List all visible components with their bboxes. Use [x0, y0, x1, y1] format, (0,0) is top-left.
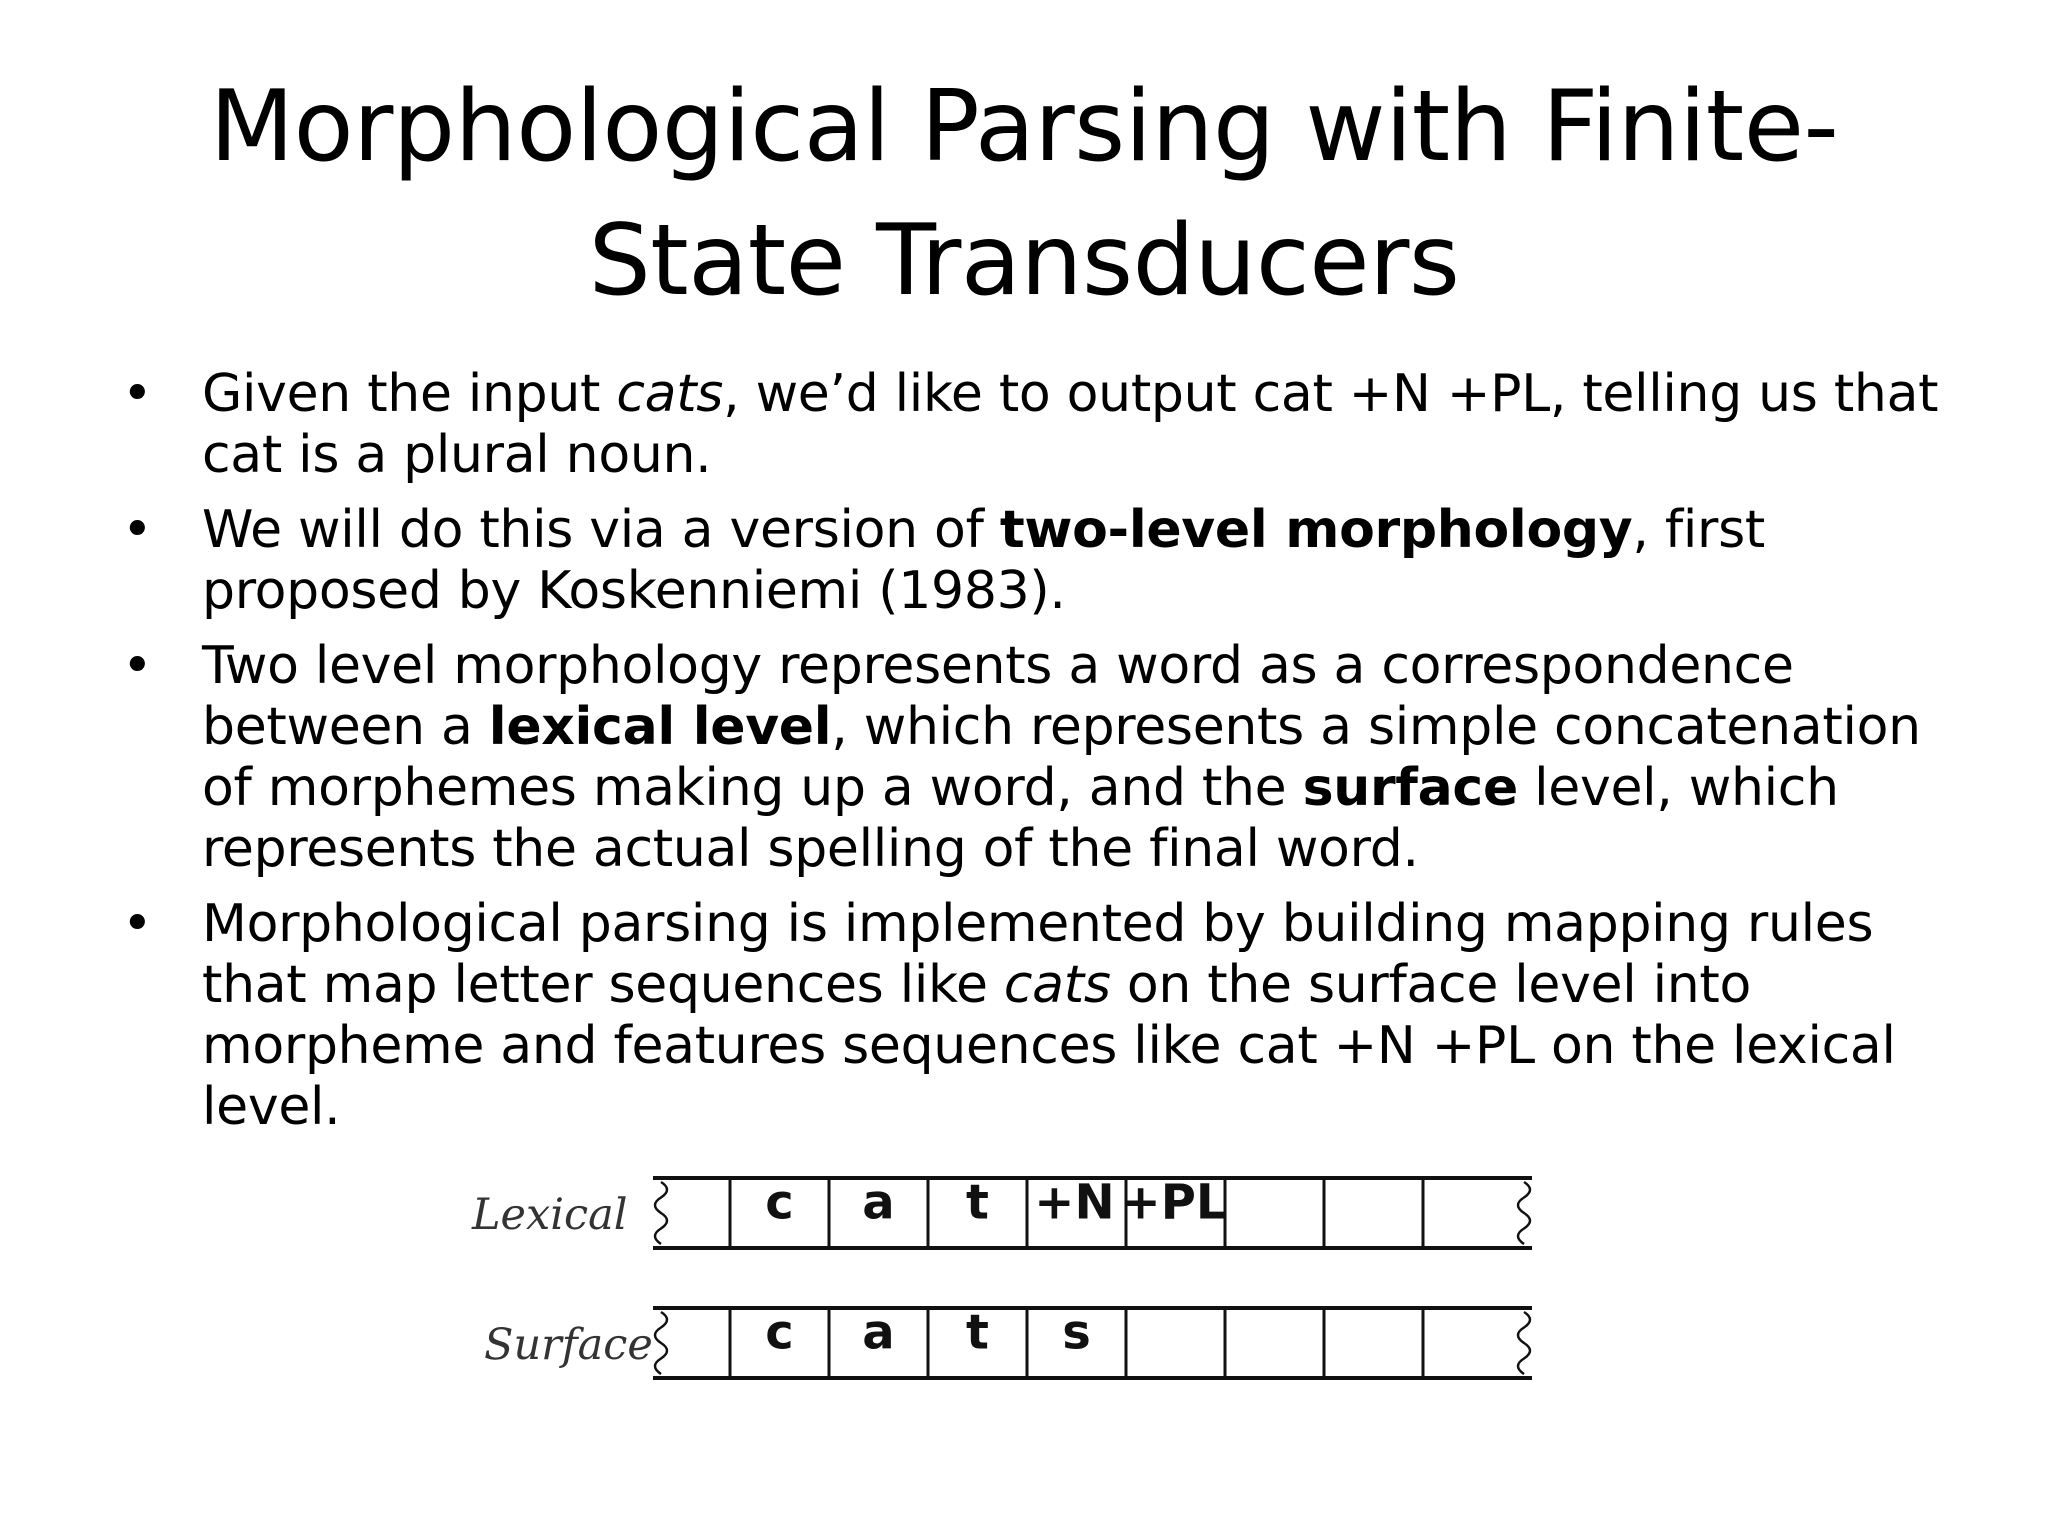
bullet-text — [202, 636, 1921, 879]
bullet-segment: , first proposed by Koskenniemi (1983). — [202, 500, 1765, 621]
bullet-dot-icon: • — [122, 364, 153, 424]
bullet-segment: Given the input — [202, 364, 617, 424]
tape-graphic — [460, 1160, 1540, 1420]
bullet-dot-icon: • — [122, 500, 153, 560]
title-line-2: State Transducers — [588, 204, 1460, 318]
surface-tape-right-break-icon — [1518, 1312, 1530, 1374]
bullet-dot-icon: • — [122, 894, 153, 954]
bullet-text — [202, 364, 1938, 485]
bullet-segment: , we’d like to output cat +N +PL, telling us that cat is a plural noun. — [202, 364, 1939, 485]
surface-tape-cell-text: t — [966, 1304, 989, 1361]
lexical-tape-cell-text: +N — [1034, 1174, 1115, 1231]
lexical-tape-right-break-icon — [1518, 1182, 1530, 1244]
bullet-segment-bold: lexical level — [488, 697, 832, 757]
surface-tape-left-break-icon — [655, 1312, 667, 1374]
two-level-tape-diagram — [460, 1160, 1540, 1420]
bullet-segment: , which represents a simple concatenation of morphemes making up a word, and the — [202, 697, 1921, 818]
bullet-item — [120, 364, 1950, 486]
lexical-tape-cell-text: c — [765, 1174, 794, 1231]
surface-tape-cell-text: s — [1062, 1304, 1091, 1361]
bullet-text — [202, 894, 1896, 1137]
title-line-1: Morphological Parsing with Finite- — [209, 70, 1839, 184]
bullet-segment: We will do this via a version of — [202, 500, 1000, 560]
surface-tape-cell-text: c — [765, 1304, 794, 1361]
surface-tape-cell-text: a — [862, 1304, 895, 1361]
bullet-list — [120, 364, 1950, 1152]
bullet-segment-italic: cats — [1003, 955, 1111, 1015]
bullet-item — [120, 894, 1950, 1138]
bullet-segment-bold: two-level morphology — [999, 500, 1633, 560]
lexical-tape-cell-text: t — [966, 1174, 989, 1231]
surface-label: Surface — [484, 1320, 653, 1370]
bullet-item — [120, 636, 1950, 880]
lexical-tape-cell-text: +PL — [1120, 1174, 1227, 1231]
bullet-segment: Two level morphology represents a word as a correspondence between a — [202, 636, 1794, 757]
bullet-segment: Morphological parsing is implemented by building mapping rules that map letter sequences like — [202, 894, 1874, 1015]
bullet-segment-bold: surface — [1302, 758, 1518, 818]
bullet-segment: level, which represents the actual spelling of the final word. — [202, 758, 1839, 879]
lexical-tape-cell-text: a — [862, 1174, 895, 1231]
bullet-text — [202, 500, 1765, 621]
lexical-tape-left-break-icon — [655, 1182, 667, 1244]
bullet-dot-icon: • — [122, 636, 153, 696]
bullet-segment: on the surface level into morpheme and features sequences like cat +N +PL on the lexical level. — [202, 955, 1896, 1137]
bullet-segment-italic: cats — [616, 364, 724, 424]
bullet-item — [120, 500, 1950, 622]
lexical-label: Lexical — [472, 1190, 628, 1240]
slide-title — [100, 60, 1948, 328]
